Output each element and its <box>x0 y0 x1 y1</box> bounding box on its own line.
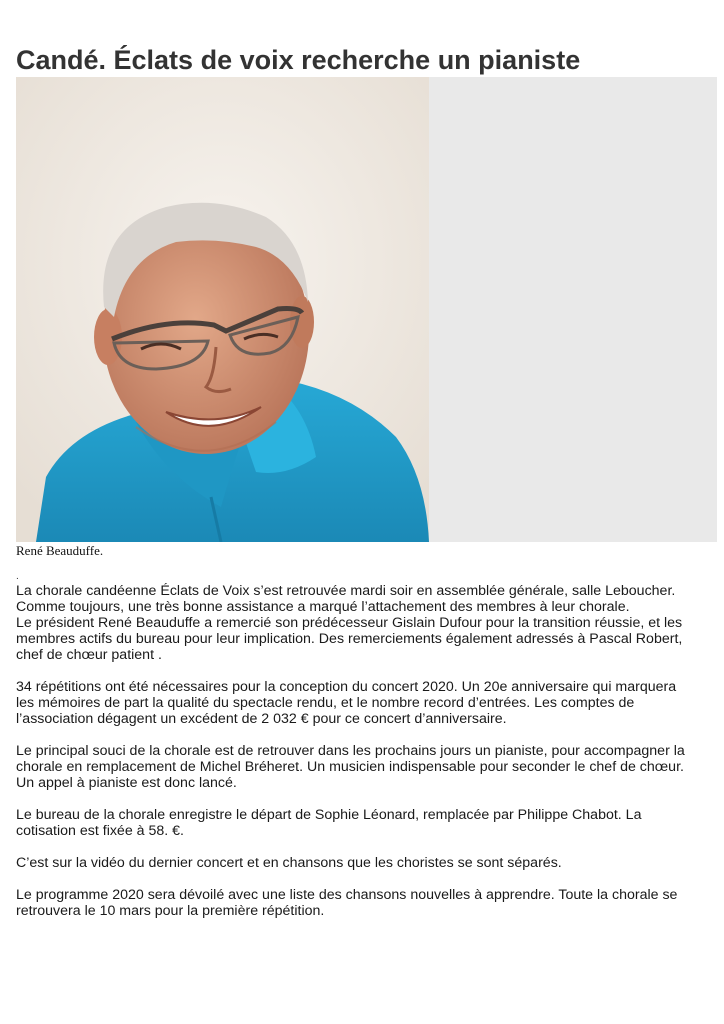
article-paragraph <box>16 807 716 839</box>
paragraph-line: chorale en remplacement de Michel Bréheret. Un musicien indispensable pour seconder le chef de chœur. <box>16 759 684 775</box>
paragraph-line: 34 répétitions ont été nécessaires pour la conception du concert 2020. Un 20e anniversaire qui marquera <box>16 679 677 695</box>
article-body <box>16 571 716 935</box>
article-paragraph <box>16 855 716 871</box>
lead-marker: . <box>16 571 19 582</box>
portrait-photo <box>16 77 429 542</box>
paragraph-line: La chorale candéenne Éclats de Voix s’est retrouvée mardi soir en assemblée générale, salle Leboucher. <box>16 583 676 599</box>
paragraph-line: Comme toujours, une très bonne assistance a marqué l’attachement des membres à leur chorale. <box>16 599 630 615</box>
paragraph-line: C’est sur la vidéo du dernier concert et en chansons que les choristes se sont séparés. <box>16 855 562 871</box>
paragraph-line: Le président René Beauduffe a remercié son prédécesseur Gislain Dufour pour la transition réussie, et les <box>16 615 683 631</box>
paragraph-line: les mémoires de part la qualité du spectacle rendu, et le nombre record d’entrées. Les comptes de <box>16 695 635 711</box>
portrait-illustration <box>16 77 429 542</box>
paragraph-line: cotisation est fixée à 58. €. <box>16 823 184 839</box>
paragraph-line: membres actifs du bureau pour leur implication. Des remerciements également adressés à Pascal Robert, <box>16 631 683 647</box>
article-paragraph <box>16 679 716 727</box>
paragraph-line: retrouvera le 10 mars pour la première répétition. <box>16 903 325 919</box>
article-paragraph <box>16 743 716 791</box>
paragraph-line: Le programme 2020 sera dévoilé avec une liste des chansons nouvelles à apprendre. Toute la chorale se <box>16 887 678 903</box>
article-paragraph <box>16 583 716 663</box>
paragraph-line: Le principal souci de la chorale est de retrouver dans les prochains jours un pianiste, pour accompagner la <box>16 743 685 759</box>
paragraph-line: Le bureau de la chorale enregistre le départ de Sophie Léonard, remplacée par Philippe Chabot. La <box>16 807 642 823</box>
photo-frame <box>16 77 717 542</box>
paragraph-line: chef de chœur patient . <box>16 647 162 663</box>
article-title: Candé. Éclats de voix recherche un pianiste <box>16 45 581 76</box>
photo-caption: René Beauduffe. <box>16 543 104 558</box>
article-paragraph <box>16 887 716 919</box>
paragraph-line: l’association dégagent un excédent de 2 032 € pour ce concert d’anniversaire. <box>16 711 507 727</box>
paragraph-line: Un appel à pianiste est donc lancé. <box>16 775 237 791</box>
